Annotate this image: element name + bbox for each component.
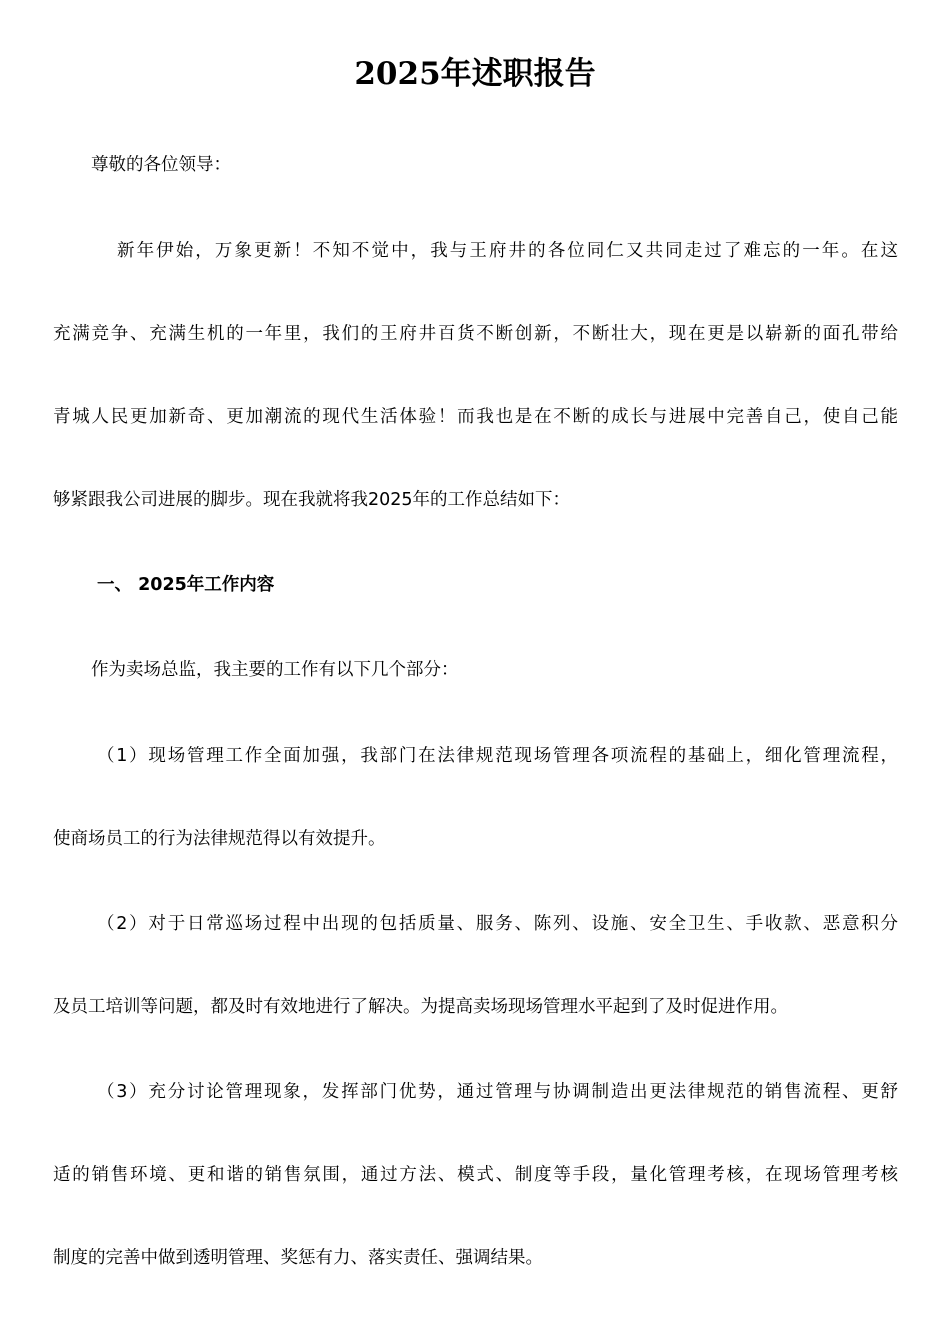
document-title: 2025年述职报告 <box>354 56 596 92</box>
item-2-line-2: 及员工培训等问题，都及时有效地进行了解决。为提高卖场现场管理水平起到了及时促进作用。 <box>53 997 788 1017</box>
intro-line-4: 够紧跟我公司进展的脚步。现在我就将我2025年的工作总结如下： <box>53 490 571 510</box>
item-3-line-3: 制度的完善中做到透明管理、奖惩有力、落实责任、强调结果。 <box>53 1248 543 1268</box>
greeting: 尊敬的各位领导： <box>91 155 231 175</box>
item-1-line-1: （1）现场管理工作全面加强，我部门在法律规范现场管理各项流程的基础上，细化管理流程， <box>97 746 898 766</box>
item-1-line-2: 使商场员工的行为法律规范得以有效提升。 <box>53 829 386 849</box>
intro-line-3: 青城人民更加新奇、更加潮流的现代生活体验！而我也是在不断的成长与进展中完善自己，使自己能 <box>53 407 898 427</box>
item-3-line-2: 适的销售环境、更和谐的销售氛围，通过方法、模式、制度等手段，量化管理考核，在现场管理考核 <box>53 1165 898 1185</box>
intro-line-2: 充满竞争、充满生机的一年里，我们的王府井百货不断创新，不断壮大，现在更是以崭新的面孔带给 <box>53 324 898 344</box>
intro-line-1: 新年伊始，万象更新！不知不觉中，我与王府井的各位同仁又共同走过了难忘的一年。在这 <box>117 241 898 261</box>
item-2-line-1: （2）对于日常巡场过程中出现的包括质量、服务、陈列、设施、安全卫生、手收款、恶意积分 <box>97 914 898 934</box>
section-lead: 作为卖场总监，我主要的工作有以下几个部分： <box>91 660 459 680</box>
section-heading-1: 一、 2025年工作内容 <box>97 575 275 595</box>
item-3-line-1: （3）充分讨论管理现象，发挥部门优势，通过管理与协调制造出更法律规范的销售流程、更舒 <box>97 1082 898 1102</box>
